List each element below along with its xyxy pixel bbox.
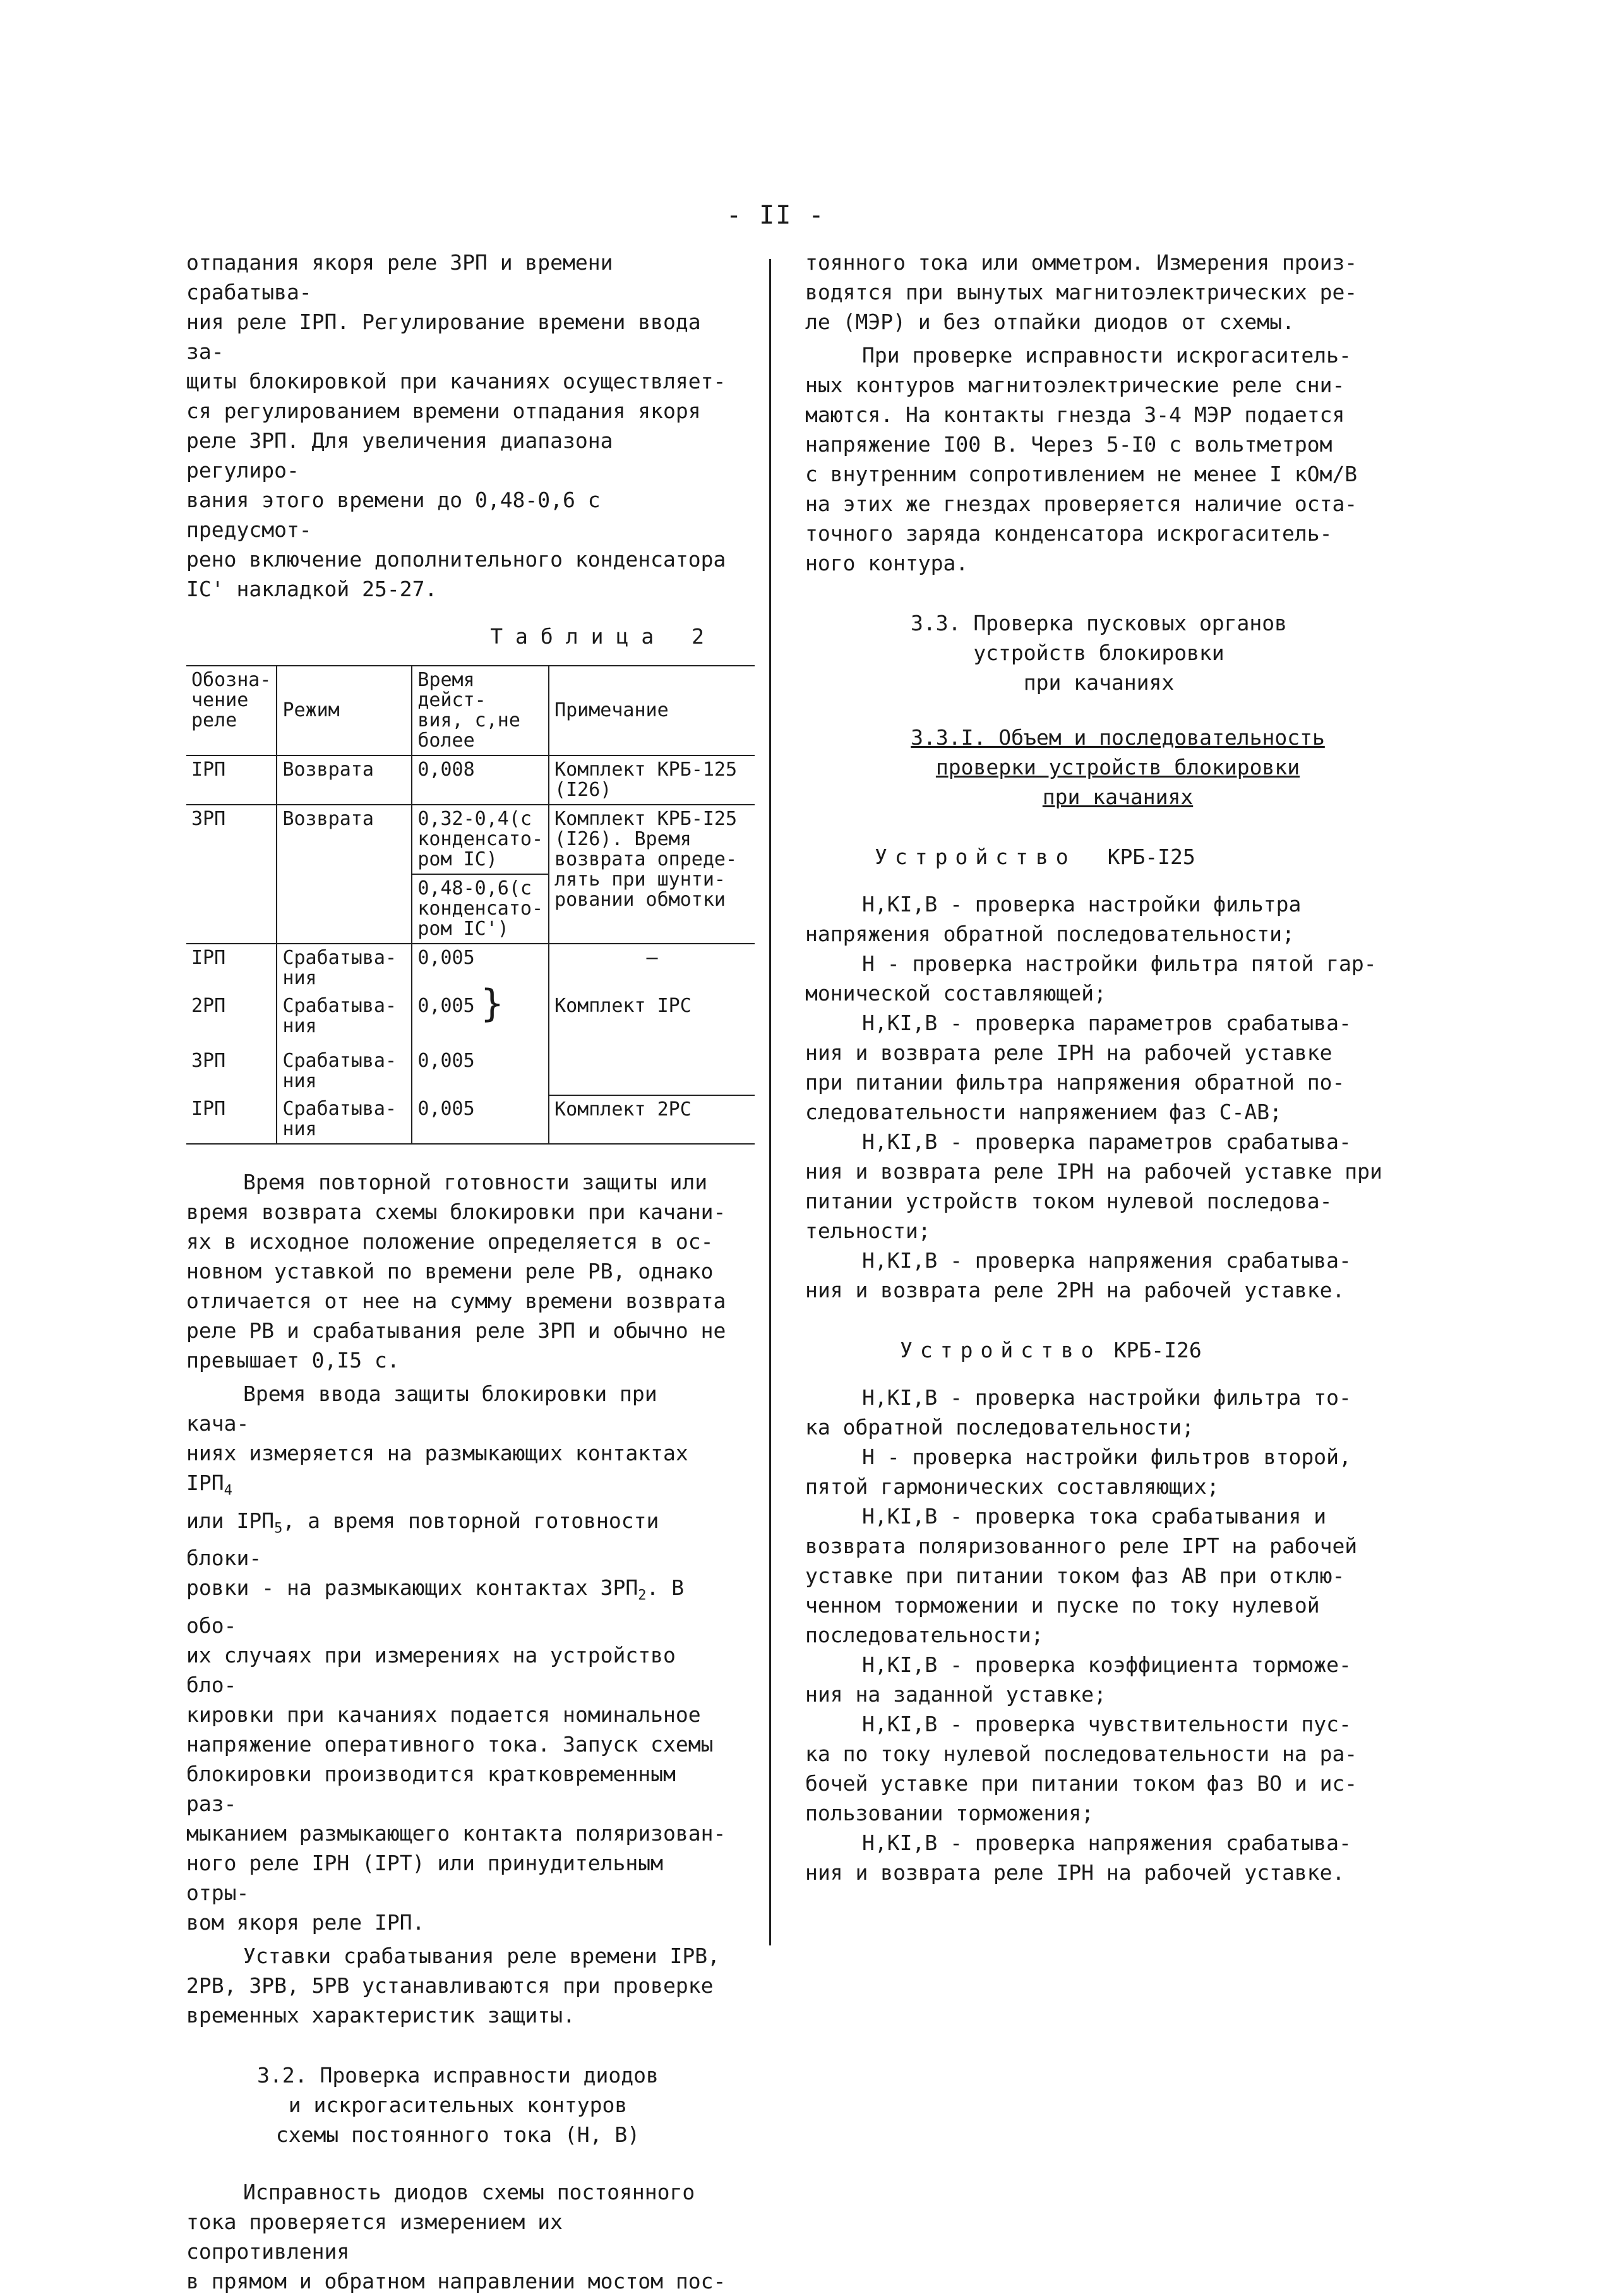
- cell-mode: Возврата: [277, 755, 412, 805]
- intro-paragraph: отпадания якоря реле 3РП и времени срабатыва- ния реле IРП. Регулирование времени ввода за- щиты блокировкой при качаниях осуществляет- ся регулированием времени отпадания якоря реле 3РП. Для увеличения диапазона регулиро- вания этого времени до 0,48-0,6 с предусмот- рено включение дополнительного конденсатора IС' накладкой 25-27.: [186, 250, 726, 601]
- header-mode: Режим: [277, 666, 412, 755]
- para-diodes: Исправность диодов схемы постоянного тока проверяется измерением их сопротивления в прямом и обратном направлении мостом пос-: [186, 2179, 726, 2293]
- cell-time: 0,005 }: [412, 992, 549, 1047]
- cell-time: 0,008: [412, 755, 549, 805]
- cell-relay: IРП: [186, 944, 277, 992]
- krb125-check-list: [805, 889, 1392, 1305]
- list-item: Н,КI,В - проверка напряжения срабатыва- ния и возврата реле 2РН на рабочей уставке.: [805, 1248, 1351, 1302]
- table-header-row: [186, 666, 755, 755]
- cell-relay: IРП: [186, 1095, 277, 1144]
- list-item: Н - проверка настройки фильтров второй, пятой гармонических составляющих;: [805, 1445, 1351, 1499]
- cell-time: 0,005: [412, 1047, 549, 1095]
- right-column: [805, 248, 1392, 1887]
- time-value-alt: 0,48-0,6(с конденсато- ром IС'): [417, 877, 544, 940]
- cell-mode: Срабатыва- ния: [277, 1047, 412, 1095]
- brace-mark: }: [481, 982, 504, 1026]
- para-settings: Уставки срабатывания реле времени IРВ, 2РВ, 3РВ, 5РВ устанавливаются при проверке временных характеристик защиты.: [186, 1943, 720, 2028]
- cell-time: 0,005: [412, 944, 549, 992]
- header-relay: Обозна- чение реле: [186, 666, 277, 755]
- relay-timing-table: [186, 665, 755, 1145]
- time-value: 0,32-0,4(с конденсато- ром IС): [417, 808, 544, 870]
- list-item: Н - проверка настройки фильтра пятой гар- монической составляющей;: [805, 951, 1377, 1006]
- left-column: [186, 248, 738, 2296]
- cell-relay: IРП: [186, 755, 277, 805]
- cell-time: 0,005: [412, 1095, 549, 1144]
- table-row: [186, 755, 755, 805]
- device-krb125-heading: Устройство КРБ-I25: [875, 844, 1195, 869]
- table-row: [186, 1095, 755, 1144]
- cell-time: [412, 805, 549, 944]
- cell-note: –: [549, 944, 755, 992]
- list-item: Н,КI,В - проверка настройки фильтра напряжения обратной последовательности;: [805, 892, 1302, 946]
- list-item: Н,КI,В - проверка чувствительности пус- ка по току нулевой последовательности на ра- бочей уставке при питании током фаз ВО и ис- пользовании торможения;: [805, 1712, 1358, 1825]
- para-ready-time: Время повторной готовности защиты или время возврата схемы блокировки при качани- ях в исходное положение определяется в ос- новном уставкой по времени реле РВ, однако отличается от нее на сумму времени возврата реле РВ и срабатывания реле 3РП и обычно не превышает 0,I5 с.: [186, 1170, 726, 1373]
- para-continuation: тоянного тока или омметром. Измерения произ- водятся при вынутых магнитоэлектрических ре- ле (МЭР) и без отпайки диодов от схемы.: [805, 250, 1358, 334]
- cell-note: Комплект 2РС: [549, 1095, 755, 1144]
- cell-mode: Возврата: [277, 805, 412, 944]
- section-3-2-title: 3.2. Проверка исправности диодов и искрогасительных контуров схемы постоянного тока (Н, В): [257, 2062, 659, 2147]
- list-item: Н,КI,В - проверка параметров срабатыва- ния и возврата реле IРН на рабочей уставке при питании фильтра напряжения обратной по- следовательности напряжением фаз С-АВ;: [805, 1011, 1351, 1124]
- column-divider: [769, 259, 771, 1945]
- cell-note: Комплект КРБ-125 (I26): [549, 755, 755, 805]
- section-3-3-title: 3.3. Проверка пусковых органов устройств блокировки при качаниях: [910, 611, 1288, 695]
- cell-mode: Срабатыва- ния: [277, 992, 412, 1047]
- krb126-check-list: [805, 1383, 1392, 1887]
- list-item: Н,КI,В - проверка напряжения срабатыва- ния и возврата реле IРН на рабочей уставке.: [805, 1830, 1351, 1885]
- header-time: Время дейст- вия, с,не более: [412, 666, 549, 755]
- cell-note: [549, 1047, 755, 1095]
- cell-relay: 3РП: [186, 805, 277, 944]
- list-item: Н,КI,В - проверка коэффициента торможе- ния на заданной уставке;: [805, 1652, 1351, 1707]
- table-row: [186, 1047, 755, 1095]
- list-item: Н,КI,В - проверка параметров срабатыва- ния и возврата реле IРН на рабочей уставке при питании устройств током нулевой последова- тельности;: [805, 1129, 1382, 1243]
- para-input-time: Время ввода защиты блокировки при кача- ниях измеряется на размыкающих контактах $IРП_4$ или $IРП_5$, а время повторной готовности блоки- ровки - на размыкающих контактах $3РП_2$. В обо- их случаях при измерениях на устройство бло- кировки при качаниях подается номинальное напряжение оперативного тока. Запуск схемы блокировки производится кратковременным раз- мыканием размыкающего контакта поляризован- ного реле IРН (IРТ) или принудительным отры- вом якоря реле IРП.: [186, 1381, 726, 1935]
- header-note: Примечание: [549, 666, 755, 755]
- cell-note: Комплект КРБ-I25 (I26). Время возврата опреде- лять при шунти- ровании обмотки: [549, 805, 755, 944]
- page-number: - II -: [726, 201, 825, 230]
- cell-relay: 3РП: [186, 1047, 277, 1095]
- cell-relay: 2РП: [186, 992, 277, 1047]
- device-krb126-heading: Устройство КРБ-I26: [900, 1338, 1202, 1362]
- para-spark-check: При проверке исправности искрогаситель- ных контуров магнитоэлектрические реле сни- маются. На контакты гнезда 3-4 МЭР подается напряжение I00 В. Через 5-I0 с вольтметром с внутренним сопротивлением не менее I кОм/В на этих же гнездах проверяется наличие оста- точного заряда конденсатора искрогаситель- ного контура.: [805, 343, 1358, 575]
- cell-mode: Срабатыва- ния: [277, 944, 412, 992]
- cell-note: Комплект IРС: [549, 992, 755, 1047]
- table-row: [186, 944, 755, 992]
- cell-mode: Срабатыва- ния: [277, 1095, 412, 1144]
- section-3-3-1-title: 3.3.I. Объем и последовательность проверки устройств блокировки при качаниях: [911, 725, 1325, 809]
- list-item: Н,КI,В - проверка настройки фильтра то- ка обратной последовательности;: [805, 1385, 1351, 1440]
- table-title: Таблица 2: [490, 624, 717, 649]
- table-row: [186, 805, 755, 944]
- table-row: [186, 992, 755, 1047]
- list-item: Н,КI,В - проверка тока срабатывания и возврата поляризованного реле IРТ на рабочей уставке при питании током фаз АВ при отклю- ченном торможении и пуске по току нулевой последовательности;: [805, 1504, 1358, 1647]
